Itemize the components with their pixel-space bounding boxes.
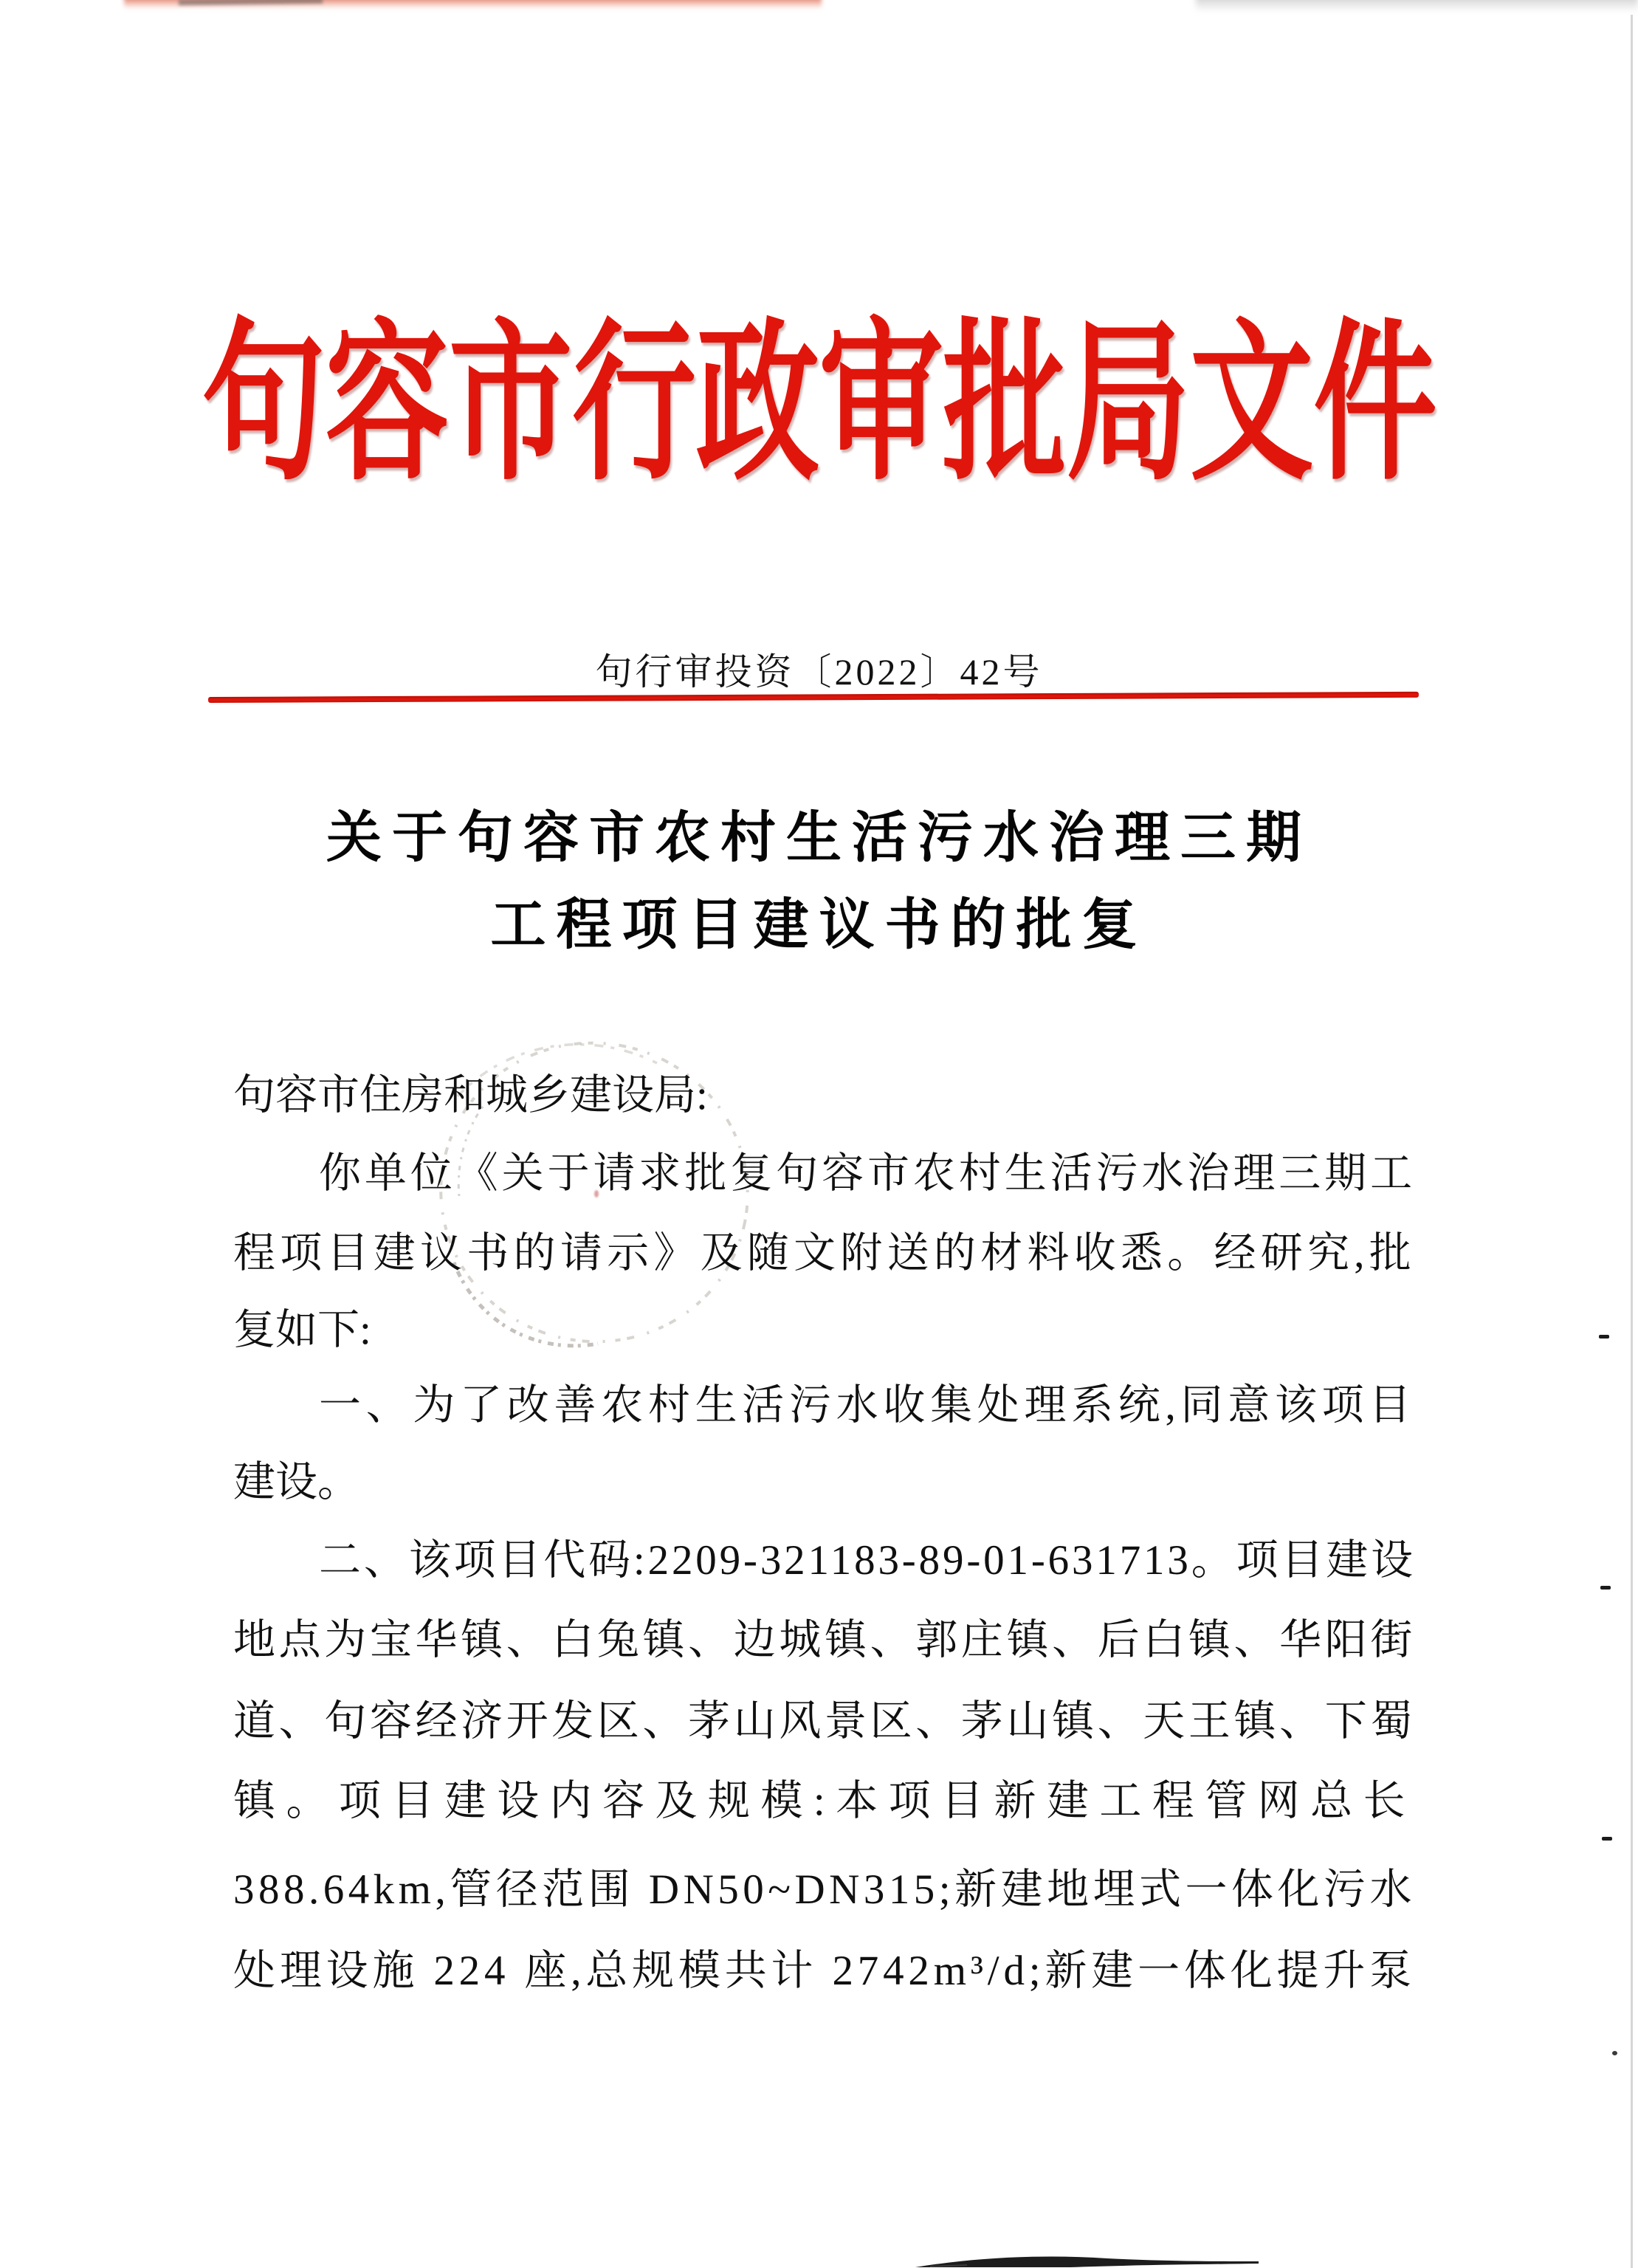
body-line-text: 复如下: bbox=[233, 1307, 371, 1353]
agency-letterhead-text: 句容市行政审批局文件 bbox=[201, 309, 1437, 501]
body-line bbox=[233, 1866, 1416, 1914]
body-line bbox=[233, 1230, 1416, 1277]
body-line-text: 一、为了改善农村生活污水收集处理系统,同意该项目 bbox=[319, 1382, 1416, 1429]
body-line-text: 388.64km,管径范围 DN50~DN315;新建地埋式一体化污水 bbox=[233, 1866, 1416, 1913]
body-line bbox=[233, 1778, 1416, 1825]
agency-letterhead-banner bbox=[0, 301, 1638, 508]
scan-artifact-dot bbox=[1612, 2051, 1617, 2055]
document-number: 句行审投资〔2022〕42号 bbox=[595, 651, 1043, 693]
salutation bbox=[233, 1072, 1416, 1119]
body-line-text: 道、句容经济开发区、茅山风景区、茅山镇、天王镇、下蜀 bbox=[233, 1698, 1416, 1745]
body-line-text: 建设。 bbox=[233, 1459, 359, 1505]
body-line-text: 处理设施 224 座,总规模共计 2742m³/d;新建一体化提升泵 bbox=[233, 1948, 1416, 1994]
body-line-text: 程项目建议书的请示》及随文附送的材料收悉。经研究,批 bbox=[233, 1230, 1416, 1276]
body-line-text: 镇。项目建设内容及规模:本项目新建工程管网总长 bbox=[233, 1778, 1416, 1824]
scan-artifact-dash bbox=[1600, 1586, 1611, 1590]
body-line bbox=[319, 1382, 1416, 1429]
scan-artifact-top-smudge bbox=[1196, 0, 1638, 12]
body-line bbox=[233, 1459, 1416, 1506]
body-line bbox=[233, 1698, 1416, 1745]
body-line-text: 二、该项目代码:2209-321183-89-01-631713。项目建设 bbox=[319, 1537, 1416, 1584]
body-line bbox=[319, 1537, 1416, 1584]
scan-artifact-dash bbox=[1602, 1837, 1612, 1841]
body-line-text: 你单位《关于请求批复句容市农村生活污水治理三期工 bbox=[319, 1150, 1416, 1197]
body-line bbox=[319, 1150, 1416, 1197]
salutation-text: 句容市住房和城乡建设局: bbox=[233, 1072, 708, 1118]
document-title-line2: 工程项目建议书的批复 bbox=[490, 895, 1148, 956]
red-separator-rule bbox=[208, 692, 1419, 703]
scan-artifact-dash bbox=[1599, 1335, 1609, 1339]
body-line bbox=[233, 1948, 1416, 1995]
body-line bbox=[233, 1307, 1416, 1354]
body-line-text: 地点为宝华镇、白兔镇、边城镇、郭庄镇、后白镇、华阳街 bbox=[233, 1617, 1416, 1663]
document-title-line1: 关于句容市农村生活污水治理三期 bbox=[326, 808, 1312, 869]
body-line bbox=[233, 1617, 1416, 1664]
scan-artifact-bottom-swoosh bbox=[886, 2244, 1299, 2268]
